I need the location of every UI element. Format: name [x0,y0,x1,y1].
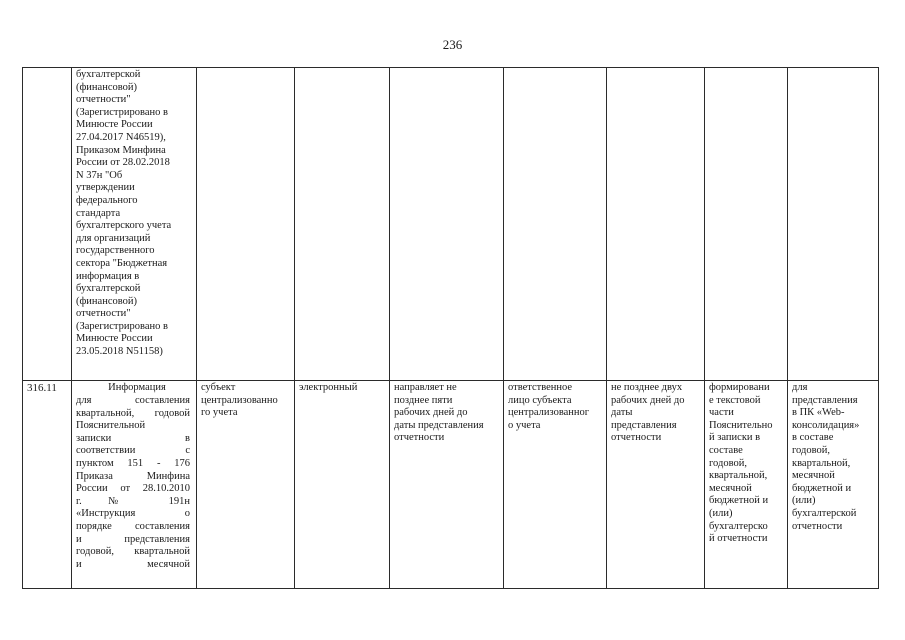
row2-name-line: порядке составления [76,520,190,532]
row2-name-line: соответствии с [76,445,190,457]
row2-name-line: Приказа Минфина [76,470,190,482]
row2-name-cell [76,395,190,571]
row2-name-line: «Инструкция о [76,508,190,520]
row2-name-line: Пояснительной [76,420,146,432]
row2-deadline-cell: направляет не позднее пяти рабочих дней до даты представления отчетности [394,382,484,444]
row2-name-line: годовой, квартальной [76,546,190,558]
row1-name-cell: бухгалтерской (финансовой) отчетности" (Зарегистрировано в Минюсте России 27.04.2017 N46519), Приказом Минфина России от 28.02.2018 N 37н "Об утверждении федерального стандарта бухгалтерского учета для организаций государственного сектора "Бюджетная информация в бухгалтерской (финансовой) отчетности" (Зарегистрировано в Минюсте России 23.05.2018 N51158) [76,69,172,358]
row2-name-line: пунктом 151 - 176 [76,457,190,469]
row2-name-line: и представления [76,533,190,545]
row2-name-line: и месячной [76,558,190,570]
row2-name-line: квартальной, годовой [76,407,190,419]
row2-name-line: России от 28.10.2010 [76,483,190,495]
row2-action-cell: формировани е текстовой части Пояснительно й записки в составе годовой, квартальной, месячной бюджетной и (или) бухгалтерско й отчетности [709,382,773,545]
row2-purpose-cell: для представления в ПК «Web- консолидация» в составе годовой, квартальной, месячной бюджетной и (или) бухгалтерской отчетности [792,382,860,532]
row2-subject-cell: субъект централизованно го учета [201,382,278,419]
row2-name-line: г. № 191н [76,495,190,507]
row2-timing-cell: не позднее двух рабочих дней до даты представления отчетности [611,382,685,444]
row2-responsible-cell: ответственное лицо субъекта централизованног о учета [508,382,590,431]
page-number: 236 [442,37,463,52]
row2-name-title: Информация [108,382,166,393]
row2-name-line: записки в [76,432,190,444]
row2-number-cell: 316.11 [27,382,57,394]
row2-format-cell: электронный [299,382,358,393]
row2-name-line: для составления [76,395,190,406]
